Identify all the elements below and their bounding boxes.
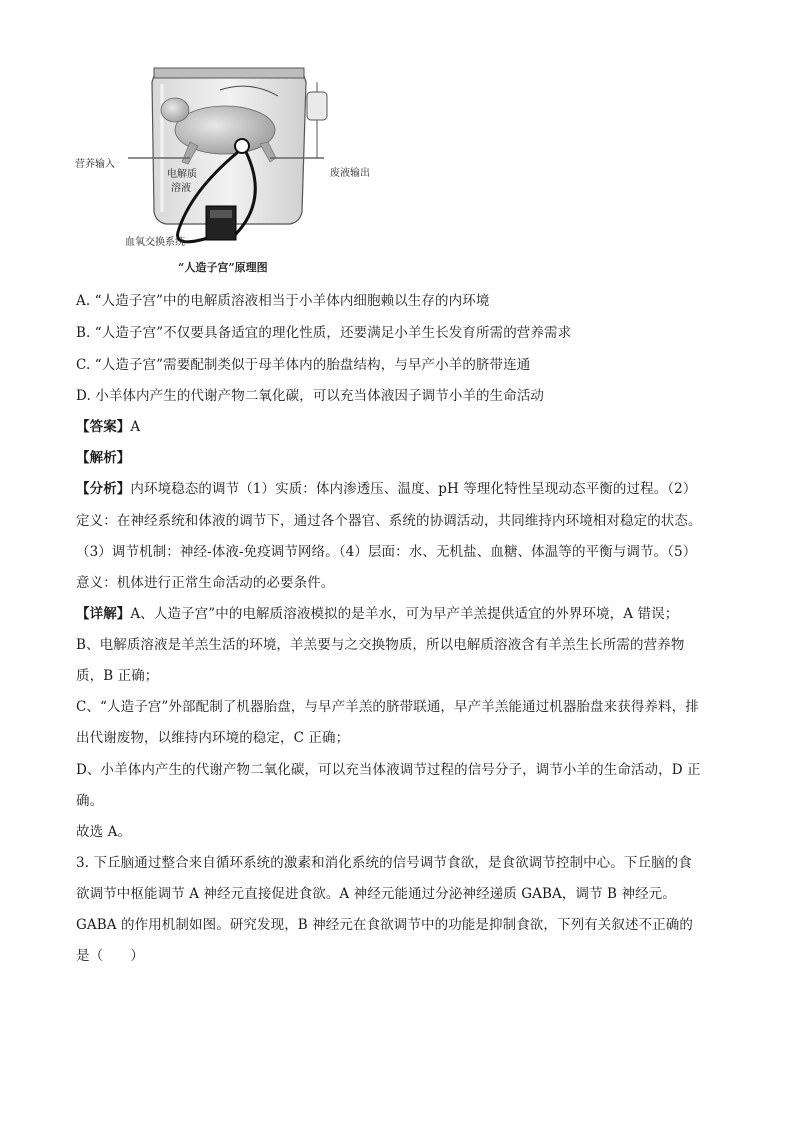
- analysis-line-1: [76, 479, 696, 499]
- detail-line-6: D、小羊体内产生的代谢产物二氧化碳，可以充当体液调节过程的信号分子，调节小羊的生命活动，D 正: [76, 762, 701, 778]
- detail-line-3: 质，B 正确；: [76, 668, 159, 684]
- detail-line-4: C、“人造子宫”外部配制了机器胎盘，与早产羊羔的脐带联通，早产羊羔能通过机器胎盘来获得养料，排: [76, 699, 699, 715]
- answer-tag: 【答案】: [76, 419, 131, 435]
- question3-line-3: GABA 的作用机制如图。研究发现，B 神经元在食欲调节中的功能是抑制食欲，下列有关叙述不正确的: [76, 917, 694, 933]
- detail-line-2: B、电解质溶液是羊羔生活的环境，羊羔要与之交换物质，所以电解质溶液含有羊羔生长所需的营养物: [76, 637, 685, 653]
- figure-caption: “人造子宫”原理图: [178, 261, 268, 274]
- analysis-heading: 【解析】: [76, 450, 131, 466]
- detail-line-5: 出代谢废物，以维持内环境的稳定，C 正确；: [76, 730, 350, 746]
- analysis-line-3: （3）调节机制：神经-体液-免疫调节网络。（4）层面：水、无机盐、血糖、体温等的平衡与调节。（5）: [76, 544, 697, 560]
- artificial-womb-figure: [70, 62, 400, 282]
- label-blood-oxygen-system: 血氧交换系统: [125, 237, 185, 248]
- question3-line-4: 是（ ）: [76, 948, 144, 964]
- label-waste-output: 废液输出: [330, 168, 370, 179]
- option-c: C. “人造子宫”需要配制类似于母羊体内的胎盘结构，与早产小羊的脐带连通: [76, 357, 531, 373]
- option-d: D. 小羊体内产生的代谢产物二氧化碳，可以充当体液因子调节小羊的生命活动: [76, 388, 545, 404]
- analysis-text-1: 内环境稳态的调节（1）实质：体内渗透压、温度、pH 等理化特性呈现动态平衡的过程。（2）: [130, 481, 697, 497]
- analysis-line-4: 意义：机体进行正常生命活动的必要条件。: [76, 575, 335, 591]
- label-nutrient-input: 营养输入: [75, 159, 115, 170]
- detail-line-1: [76, 604, 678, 624]
- option-b: B. “人造子宫”不仅要具备适宜的理化性质，还要满足小羊生长发育所需的营养需求: [76, 325, 572, 341]
- analysis-tag: 【分析】: [76, 481, 131, 497]
- answer-line: [76, 417, 140, 437]
- option-a: A. “人造子宫”中的电解质溶液相当于小羊体内细胞赖以生存的内环境: [76, 293, 490, 309]
- detail-text-1: A、人造子宫”中的电解质溶液模拟的是羊水，可为早产羊羔提供适宜的外界环境，A 错误；: [130, 606, 679, 622]
- answer-value: A: [130, 419, 141, 435]
- label-electrolyte-1: 电解质: [167, 169, 197, 180]
- question3-line-1: 3. 下丘脑通过整合来自循环系统的激素和消化系统的信号调节食欲，是食欲调节控制中心。下丘脑的食: [76, 855, 692, 871]
- detail-tag: 【详解】: [76, 606, 131, 622]
- detail-line-7: 确。: [76, 793, 104, 809]
- question3-line-2: 欲调节中枢能调节 A 神经元直接促进食欲。A 神经元能通过分泌神经递质 GABA，调节 B 神经元。: [76, 886, 676, 902]
- label-electrolyte-2: 溶液: [171, 183, 191, 194]
- detail-line-8: 故选 A。: [76, 824, 132, 840]
- analysis-line-2: 定义：在神经系统和体液的调节下，通过各个器官、系统的协调活动，共同维持内环境相对稳定的状态。: [76, 513, 702, 529]
